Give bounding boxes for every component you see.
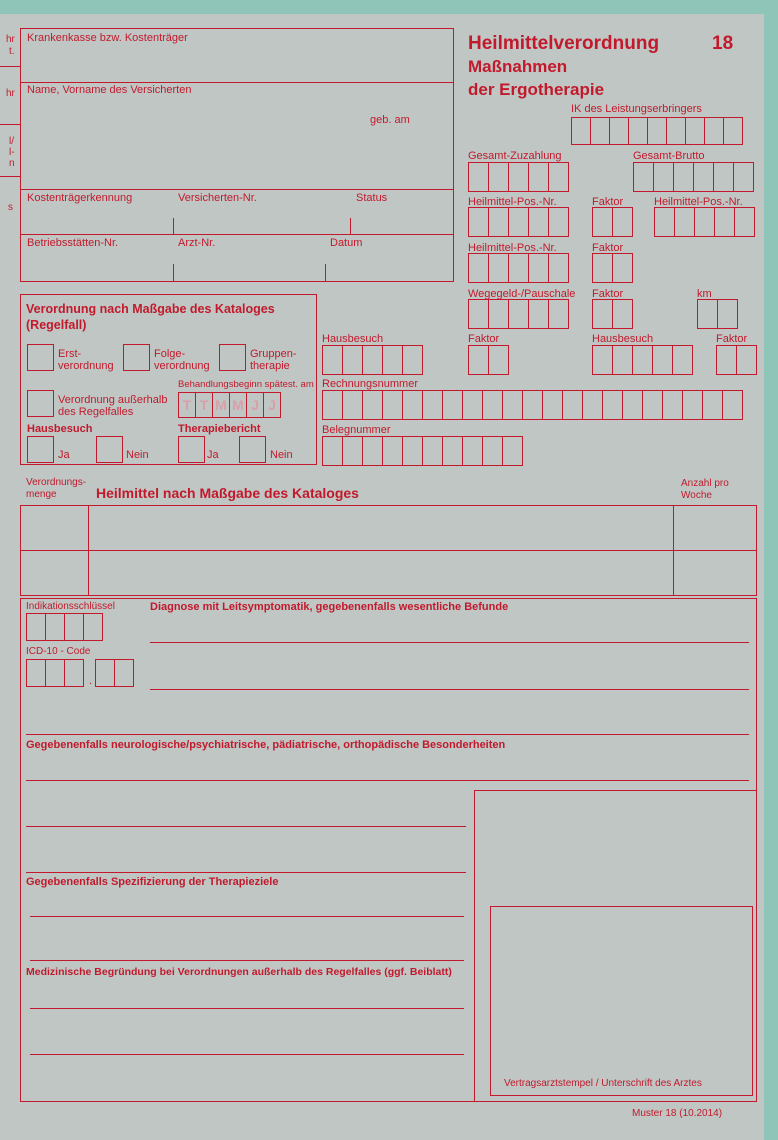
receipt-label: Belegnummer: [322, 424, 391, 436]
divider: [20, 189, 454, 190]
home2-label: Hausbesuch: [592, 333, 654, 345]
payer-id-label: Kostenträgerkennung: [27, 192, 133, 204]
outside-label: des Regelfalles: [58, 406, 134, 418]
copay-label: Gesamt-Zuzahlung: [468, 150, 562, 162]
edge-text: n: [9, 158, 15, 169]
edge-line: [0, 176, 20, 177]
pos2-cells[interactable]: [654, 207, 754, 235]
catalog-title: Verordnung nach Maßgabe des Kataloges: [26, 302, 275, 316]
writing-line[interactable]: [30, 960, 464, 961]
pos3-label: Heilmittel-Pos.-Nr.: [468, 242, 557, 254]
writing-line[interactable]: [150, 642, 749, 643]
qty-label: Verordnungs-: [26, 477, 87, 488]
per-week-label: Woche: [681, 490, 712, 501]
factor1-cells[interactable]: [592, 207, 632, 235]
edge-text: hr: [6, 34, 15, 45]
writing-line[interactable]: [26, 780, 749, 781]
factor4-cells[interactable]: [592, 299, 632, 327]
teal-edge-right: [764, 0, 778, 1140]
doctor-no-label: Arzt-Nr.: [178, 237, 216, 249]
date-letter: T: [195, 392, 213, 418]
site-no-label: Betriebsstätten-Nr.: [27, 237, 119, 249]
start-date-cells[interactable]: [178, 392, 280, 418]
icd-cells[interactable]: [26, 659, 83, 687]
form-number: 18: [712, 33, 734, 54]
pos3-cells[interactable]: [468, 253, 568, 281]
form-subtitle: Maßnahmen: [468, 57, 568, 76]
stamp-label: Vertragsarztstempel / Unterschrift des Arztes: [504, 1078, 702, 1089]
report-yes-checkbox[interactable]: [178, 436, 205, 463]
icd-suffix-cells[interactable]: [95, 659, 133, 687]
km-label: km: [697, 288, 712, 300]
no-label: Nein: [126, 449, 149, 461]
factor5-label: Faktor: [468, 333, 500, 345]
group-label: therapie: [250, 360, 290, 372]
factor3-cells[interactable]: [592, 253, 632, 281]
follow-label: Folge-: [154, 348, 186, 360]
factor3-label: Faktor: [592, 242, 624, 254]
edge-text: t.: [9, 46, 15, 57]
factor6-label: Faktor: [716, 333, 748, 345]
writing-line[interactable]: [26, 872, 466, 873]
stamp-box[interactable]: [490, 906, 753, 1096]
divider: [474, 790, 475, 1102]
special-label: Gegebenenfalls neurologische/psychiatrische, pädiatrische, orthopädische Besonderheiten: [26, 739, 506, 751]
ik-label: IK des Leistungserbringers: [571, 103, 702, 115]
invoice-label: Rechnungsnummer: [322, 378, 418, 390]
edge-line: [0, 66, 20, 67]
outside-label: Verordnung außerhalb: [58, 394, 168, 406]
diagnosis-label: Diagnose mit Leitsymptomatik, gegebenenfalls wesentliche Befunde: [150, 601, 509, 613]
no-label: Nein: [270, 449, 293, 461]
writing-line[interactable]: [26, 734, 749, 735]
date-letter: T: [178, 392, 196, 418]
indication-label: Indikationsschlüssel: [26, 601, 115, 612]
justification-label: Medizinische Begründung bei Verordnungen außerhalb des Regelfalles (ggf. Beiblatt): [26, 966, 452, 978]
factor4-label: Faktor: [592, 288, 624, 300]
date-letter: M: [212, 392, 230, 418]
group-therapy-checkbox[interactable]: [219, 344, 246, 371]
remedies-title: Heilmittel nach Maßgabe des Kataloges: [96, 485, 359, 501]
divider: [20, 234, 454, 235]
tick: [325, 264, 326, 282]
date-letter: J: [263, 392, 281, 418]
catalog-title: (Regelfall): [26, 318, 87, 332]
tick: [173, 218, 174, 234]
home-label: Hausbesuch: [322, 333, 384, 345]
writing-line[interactable]: [30, 1008, 464, 1009]
teal-edge-top: [0, 0, 778, 14]
travel-cells[interactable]: [468, 299, 568, 327]
pos2-label: Heilmittel-Pos.-Nr.: [654, 196, 743, 208]
divider: [20, 550, 757, 551]
divider: [88, 505, 89, 596]
receipt-cells[interactable]: [322, 436, 522, 464]
home-visit-label: Hausbesuch: [27, 423, 93, 435]
therapy-report-label: Therapiebericht: [178, 423, 261, 435]
gross-cells[interactable]: [633, 162, 753, 190]
follow-prescription-checkbox[interactable]: [123, 344, 150, 371]
dob-label: geb. am: [370, 114, 410, 126]
divider: [20, 82, 454, 83]
km-cells[interactable]: [697, 299, 737, 327]
yes-label: Ja: [58, 449, 70, 461]
writing-line[interactable]: [30, 1054, 464, 1055]
status-label: Status: [356, 192, 388, 204]
writing-line[interactable]: [30, 916, 464, 917]
group-label: Gruppen-: [250, 348, 297, 360]
divider: [474, 790, 757, 791]
divider: [673, 505, 674, 596]
icd-dot: .: [89, 675, 93, 687]
copay-cells[interactable]: [468, 162, 568, 190]
ik-cells[interactable]: [571, 117, 742, 145]
factor6-cells[interactable]: [716, 345, 756, 373]
start-label: Behandlungsbeginn spätest. am: [178, 379, 314, 390]
outside-regular-checkbox[interactable]: [27, 390, 54, 417]
edge-text: s: [8, 202, 13, 213]
insurance-label: Krankenkasse bzw. Kostenträger: [27, 32, 188, 44]
tick: [173, 264, 174, 282]
goals-label: Gegebenenfalls Spezifizierung der Therapieziele: [26, 876, 279, 888]
writing-line[interactable]: [26, 826, 466, 827]
edge-text: l-: [9, 147, 15, 158]
home-visit-yes-checkbox[interactable]: [27, 436, 54, 463]
name-label: Name, Vorname des Versicherten: [27, 84, 192, 96]
form-subtitle: der Ergotherapie: [468, 80, 605, 99]
follow-label: verordnung: [154, 360, 210, 372]
pos1-cells[interactable]: [468, 207, 568, 235]
report-no-checkbox[interactable]: [239, 436, 266, 463]
yes-label: Ja: [207, 449, 219, 461]
date-letter: J: [246, 392, 264, 418]
icd-label: ICD-10 - Code: [26, 646, 91, 657]
first-label: Erst-: [58, 348, 82, 360]
travel-label: Wegegeld-/Pauschale: [468, 288, 576, 300]
factor1-label: Faktor: [592, 196, 624, 208]
home-visit-no-checkbox[interactable]: [96, 436, 123, 463]
tick: [350, 218, 351, 234]
home-cells[interactable]: [322, 345, 422, 373]
insured-no-label: Versicherten-Nr.: [178, 192, 257, 204]
edge-line: [0, 124, 20, 125]
edge-text: hr: [6, 88, 15, 99]
form-code: Muster 18 (10.2014): [632, 1108, 723, 1119]
pos1-label: Heilmittel-Pos.-Nr.: [468, 196, 557, 208]
date-letter: M: [229, 392, 247, 418]
edge-text: l/: [9, 136, 14, 147]
gross-label: Gesamt-Brutto: [633, 150, 705, 162]
factor5-cells[interactable]: [468, 345, 508, 373]
home2-cells[interactable]: [592, 345, 692, 373]
form-title: Heilmittelverordnung: [468, 33, 660, 54]
indication-cells[interactable]: [26, 613, 102, 641]
qty-label: menge: [26, 489, 57, 500]
first-prescription-checkbox[interactable]: [27, 344, 54, 371]
writing-line[interactable]: [150, 689, 749, 690]
first-label: verordnung: [58, 360, 114, 372]
per-week-label: Anzahl pro: [681, 478, 729, 489]
invoice-cells[interactable]: [322, 390, 742, 418]
date-label: Datum: [330, 237, 363, 249]
